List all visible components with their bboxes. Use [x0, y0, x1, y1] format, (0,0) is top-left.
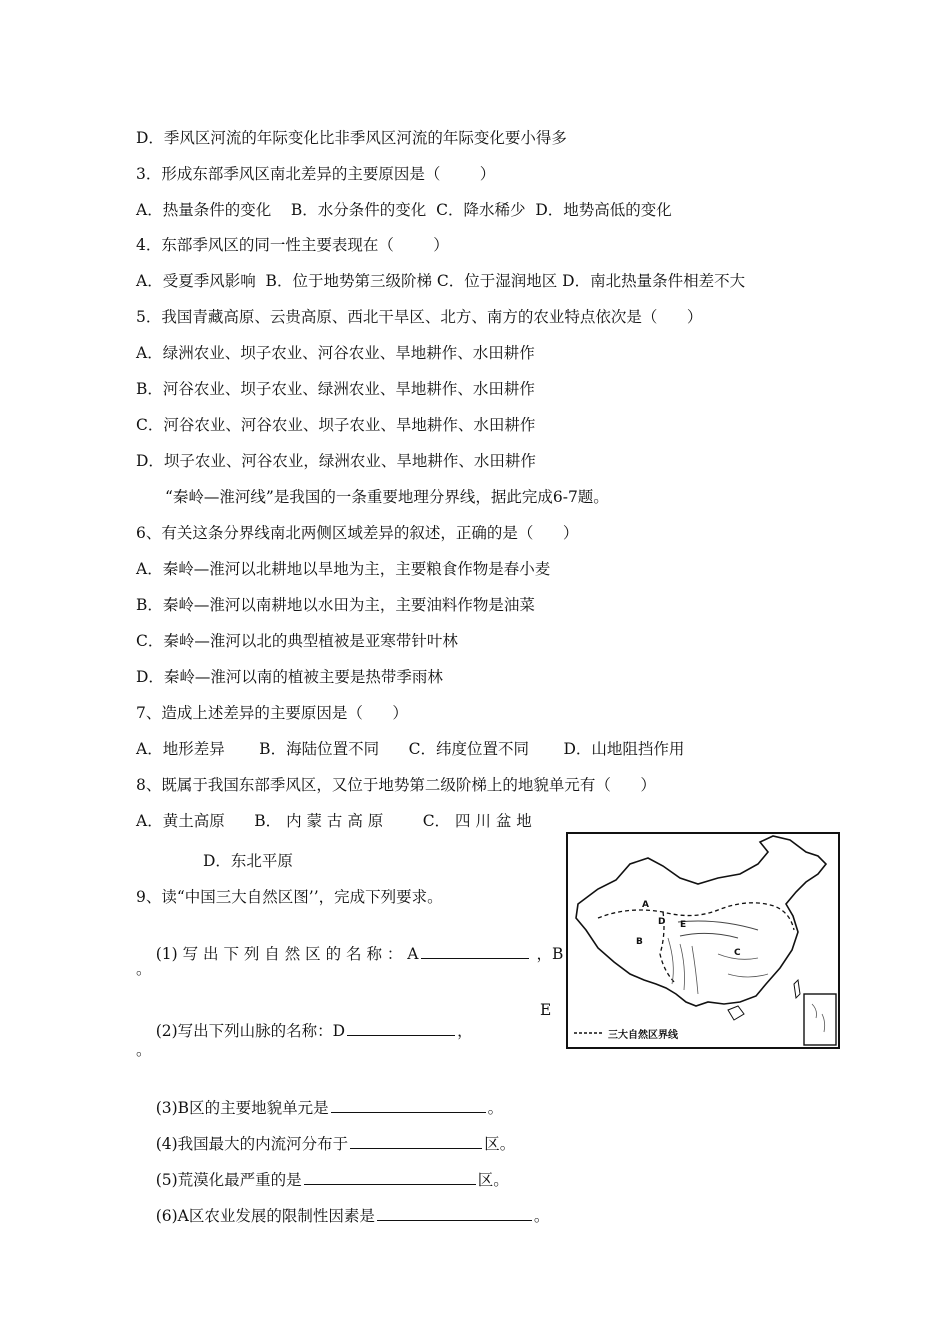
q9-1-text: (1) 写 出 下 列 自 然 区 的 名 称 ： A	[155, 945, 419, 963]
question-7: 7、造成上述差异的主要原因是（ ）	[136, 704, 408, 722]
answer-blank-6[interactable]	[377, 1205, 532, 1221]
q9-2-end: 。	[136, 1041, 152, 1059]
answer-blank-4[interactable]	[350, 1133, 482, 1149]
question-5: 5．我国青藏高原、云贵高原、西北干旱区、北方、南方的农业特点依次是（ ）	[136, 308, 703, 326]
q9-5-text: (5)荒漠化最严重的是	[155, 1171, 302, 1189]
q6-option-a: A．秦岭—淮河以北耕地以旱地为主，主要粮食作物是春小麦	[136, 560, 551, 578]
q9-part-6	[136, 1185, 549, 1246]
q9-6-end: 。	[533, 1207, 550, 1225]
q9-2-label-e: E	[540, 1001, 552, 1019]
question-7-options: A．地形差异 B．海陆位置不同 C．纬度位置不同 D．山地阻挡作用	[136, 740, 685, 758]
q6-option-b: B．秦岭—淮河以南耕地以水田为主，主要油料作物是油菜	[136, 596, 535, 614]
q6-option-d: D．秦岭—淮河以南的植被主要是热带季雨林	[136, 668, 443, 686]
q5-option-a: A．绿洲农业、坝子农业、河谷农业、旱地耕作、水田耕作	[136, 344, 535, 362]
q8-option-d: D．东北平原	[203, 852, 293, 870]
q6-option-c: C．秦岭—淮河以北的典型植被是亚寒带针叶林	[136, 632, 458, 650]
q9-3-end: 。	[487, 1099, 504, 1117]
river-lines	[668, 938, 698, 994]
q2-option-d: D．季风区河流的年际变化比非季风区河流的年际变化要小得多	[136, 129, 567, 147]
region-boundary-north	[598, 903, 794, 930]
q9-part-2	[136, 1000, 473, 1061]
map-label-a: A	[642, 900, 649, 910]
map-label-c: C	[734, 948, 741, 958]
q9-part-1	[136, 923, 563, 984]
q9-4-text: (4)我国最大的内流河分布于	[155, 1135, 349, 1153]
q9-5-end: 区。	[477, 1171, 509, 1189]
q5-option-d: D．坝子农业、河谷农业，绿洲农业、旱地耕作、水田耕作	[136, 452, 536, 470]
q5-option-b: B．河谷农业、坝子农业、绿洲农业、旱地耕作、水田耕作	[136, 380, 535, 398]
question-8-options: A．黄土高原 B． 内 蒙 古 高 原 C． 四 川 盆 地	[136, 812, 532, 830]
map-label-d: D	[658, 917, 666, 927]
question-6: 6、有关这条分界线南北两侧区域差异的叙述，正确的是（ ）	[136, 524, 579, 542]
intro-6-7: “秦岭—淮河线”是我国的一条重要地理分界线，据此完成6-7题。	[165, 488, 609, 506]
map-legend: 三大自然区界线	[608, 1030, 678, 1041]
q9-3-text: (3)B区的主要地貌单元是	[155, 1099, 329, 1117]
question-4: 4．东部季风区的同一性主要表现在（ ）	[136, 236, 449, 254]
q9-1-end: 。	[136, 960, 152, 978]
answer-blank-a[interactable]	[421, 943, 529, 959]
q9-1-text-b: ，B	[536, 945, 564, 963]
q9-4-end: 区。	[484, 1135, 516, 1153]
q9-2-text: (2)写出下列山脉的名称：D	[155, 1022, 346, 1040]
question-9: 9、读“中国三大自然区图’’，完成下列要求。	[136, 888, 443, 906]
river-lines-east	[718, 954, 768, 977]
answer-blank-5[interactable]	[304, 1169, 476, 1185]
china-outline-svg	[568, 834, 838, 1047]
question-3: 3．形成东部季风区南北差异的主要原因是（ ）	[136, 165, 496, 183]
answer-blank-3[interactable]	[331, 1097, 486, 1113]
map-label-e: E	[680, 920, 687, 930]
china-natural-regions-map	[566, 832, 840, 1049]
mountain-line-d	[678, 921, 758, 930]
answer-blank-d[interactable]	[347, 1020, 455, 1036]
q9-2-comma: ，	[457, 1022, 473, 1040]
south-sea-inset	[804, 994, 836, 1045]
taiwan-island	[794, 980, 800, 998]
map-label-b: B	[636, 937, 643, 947]
question-4-options: A．受夏季风影响 B．位于地势第三级阶梯 C．位于湿润地区 D．南北热量条件相差不大	[136, 272, 746, 290]
q5-option-c: C．河谷农业、河谷农业、坝子农业、旱地耕作、水田耕作	[136, 416, 536, 434]
q9-6-text: (6)A区农业发展的限制性因素是	[155, 1207, 375, 1225]
question-3-options: A．热量条件的变化 B．水分条件的变化 C．降水稀少 D．地势高低的变化	[136, 201, 672, 219]
hainan-island	[728, 1006, 744, 1020]
question-8: 8、既属于我国东部季风区，又位于地势第二级阶梯上的地貌单元有（ ）	[136, 776, 656, 794]
mountain-line-e	[680, 933, 738, 938]
